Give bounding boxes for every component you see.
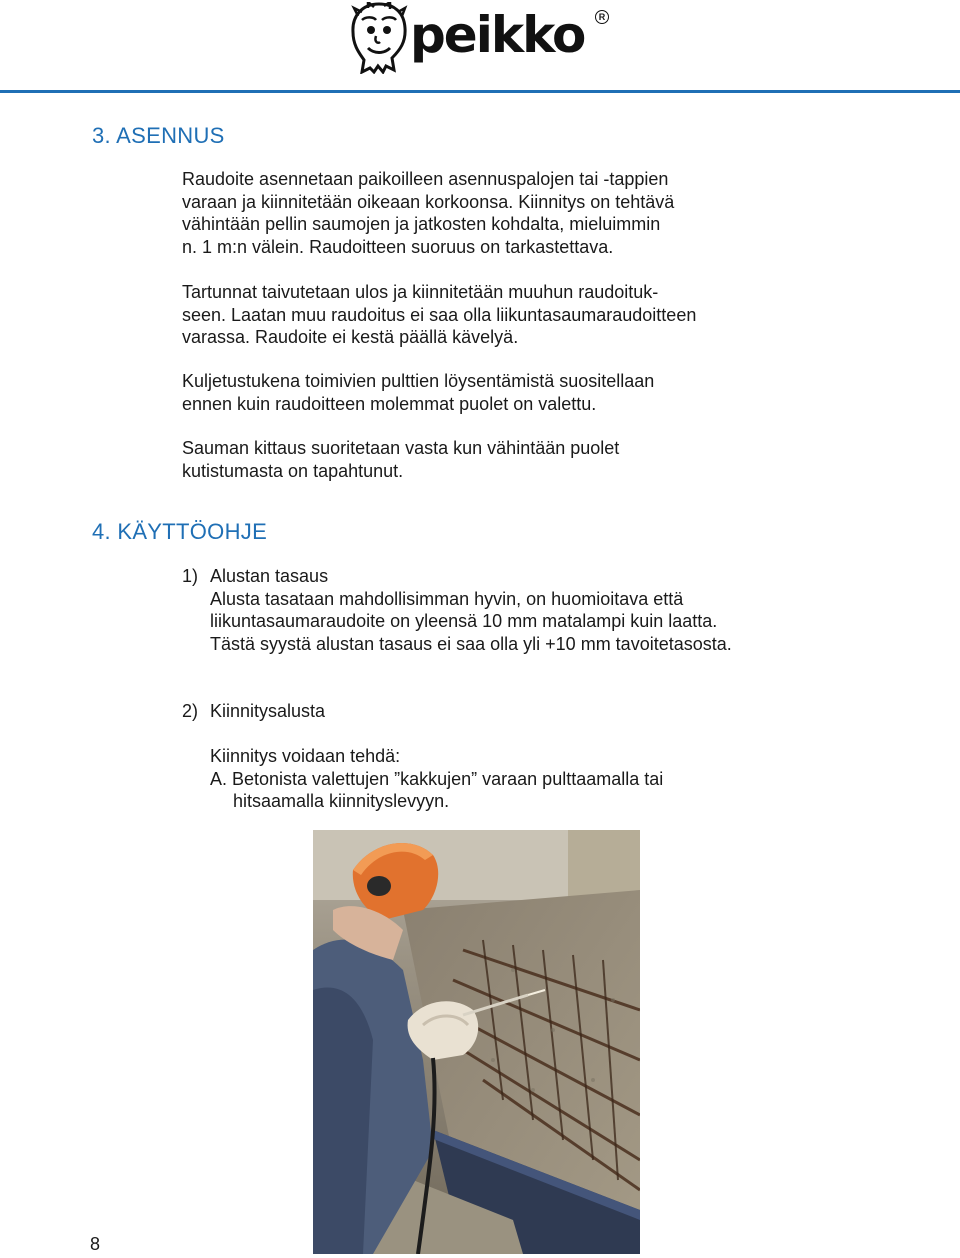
page-header [0, 0, 960, 96]
welding-illustration [313, 830, 640, 1254]
logo-wordmark: peikko [410, 6, 585, 64]
list-item-number: 2) [182, 701, 199, 721]
registered-mark: R [595, 10, 609, 24]
section-3-heading: 3. ASENNUS [92, 123, 225, 148]
section-3-paragraph-3: Kuljetustukena toimivien pulttien löysentämistä suositellaan ennen kuin raudoitteen molemmat puolet on valettu. [182, 371, 655, 414]
list-item-number: 1) [182, 566, 199, 586]
section-3-paragraph-4: Sauman kittaus suoritetaan vasta kun vähintään puolet kutistumasta on tapahtunut. [182, 438, 620, 481]
section-4-heading: 4. KÄYTTÖOHJE [92, 519, 268, 544]
list-item-title: Alustan tasaus [210, 566, 329, 586]
welding-photo [313, 830, 640, 1254]
page-number: 8 [90, 1234, 101, 1254]
section-3-paragraph-1: Raudoite asennetaan paikoilleen asennuspalojen tai -tappien varaan ja kiinnitetään oikeaan korkoonsa. Kiinnitys on tehtävä vähintään pellin saumojen ja jatkosten kohdalta, mieluimmin n. 1 m:n välein. Raudoitteen suoruus on tarkastettava. [182, 169, 675, 257]
troll-mascot-icon [350, 2, 408, 74]
list-subheading: Kiinnitys voidaan tehdä: [210, 746, 401, 766]
list-item-title: Kiinnitysalusta [210, 701, 326, 721]
peikko-logo [350, 2, 610, 74]
section-3-paragraph-2: Tartunnat taivutetaan ulos ja kiinnitetään muuhun raudoituk- seen. Laatan muu raudoitus ei saa olla liikuntasaumaraudoitteen varassa. Raudoite ei kestä päällä kävelyä. [182, 282, 697, 347]
header-rule [0, 90, 960, 93]
